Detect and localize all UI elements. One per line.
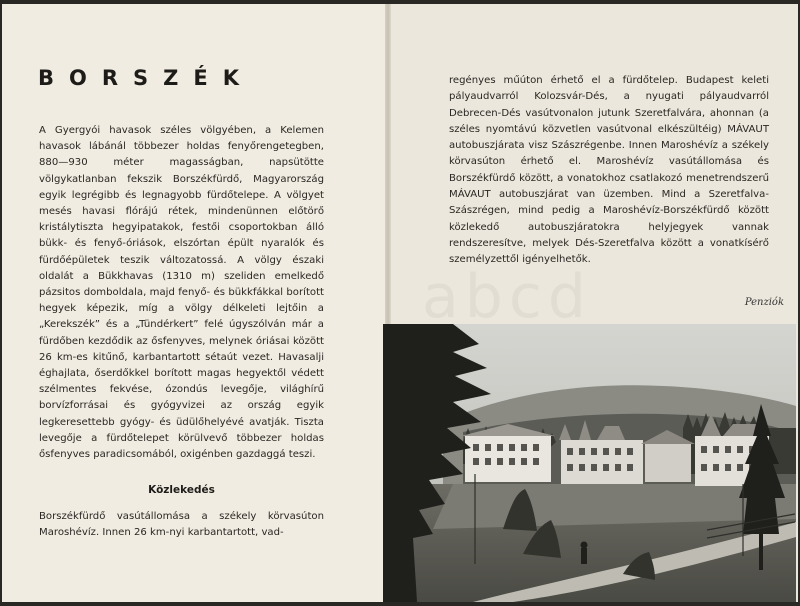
photo-caption: Penziók (744, 297, 784, 308)
brochure-spread (2, 4, 798, 602)
right-page-text: regényes műúton érhető el a fürdőtelep. Budapest keleti pályaudvarról Kolozsvár-Dés, a nyugati pályaudvarról Debrecen-Dés vasútvonalon jutunk Szeretfalvára, ahonnan (a széles nyomtávú közvetlen vasútvonal elkészültéig) MÁVAUT autobuszjárata visz Szászrégenbe. Innen Maroshévíz a székely körvasúton érhető el. Maroshévíz vasútállomása és Borszékfürdő között, a vonatokhoz csatlakozó menetrendszerű MÁVAUT autobuszjárat van üzemben. Mind a Szeretfalva-Szászrégen, mind pedig a Maroshévíz-Borszékfürdő között közlekedő autobuszjáratokra helyjegyek vannak rendszeresítve, melyek Dés-Szeretfalva között a vonatkísérő személyzettől igényelhetők. (449, 75, 769, 266)
intro-paragraph: A Gyergyói havasok széles völgyében, a Kelemen havasok lábánál többezer holdas fenyőrengetegben, 880—930 méter magasságban, napsütötte völgykatlanban fekszik Borszékfürdő, Magyarország egyik legrégibb és legnagyobb fürdőtelepe. A völgyet mesés havasi flórájú rétek, mindenünnen előtörő kristálytiszta hegyipatakok, festői csoportokban álló bükk- és fenyő-óriások, elszórtan épült nyaralók és fürdőépületek teszik változatossá. A völgy északi oldalát a Bükkhavas (1310 m) szeliden emelkedő pázsitos domboldala, majd fenyő- és bükkfákkal borított hegyek képezik, míg a völgy délkeleti lejtőin a „Kerekszék” és a „Tündérkert” felé úgyszólván már a fürdőben kezdődik az ősfenyves, melynek óriásai között 26 km-es kitűnő, karbantartott sétaút vezet. Havasalji éghajlata, őserdőkkel borított magas hegyektől védett szélmentes fekvése, ózondús levegője, világhírű borvízforrásai és gyógyvizei az ország egyik legkeresettebb gyógy- és üdülőhelyévé avatják. Tiszta levegője a fürdőtelepet körülvevő többezer holdas ősfenyves paradicsomából, oxigénben gazdaggá teszi. (39, 125, 324, 461)
pension-photo (383, 324, 796, 602)
section-heading: Közlekedés (148, 484, 215, 496)
section-paragraph: Borszékfürdő vasútállomása a székely körvasúton Maroshévíz. Innen 26 km-nyi karbantartott, vad- (39, 511, 324, 539)
watermark: abcd (422, 262, 592, 332)
page-title: BORSZÉK (38, 66, 254, 90)
